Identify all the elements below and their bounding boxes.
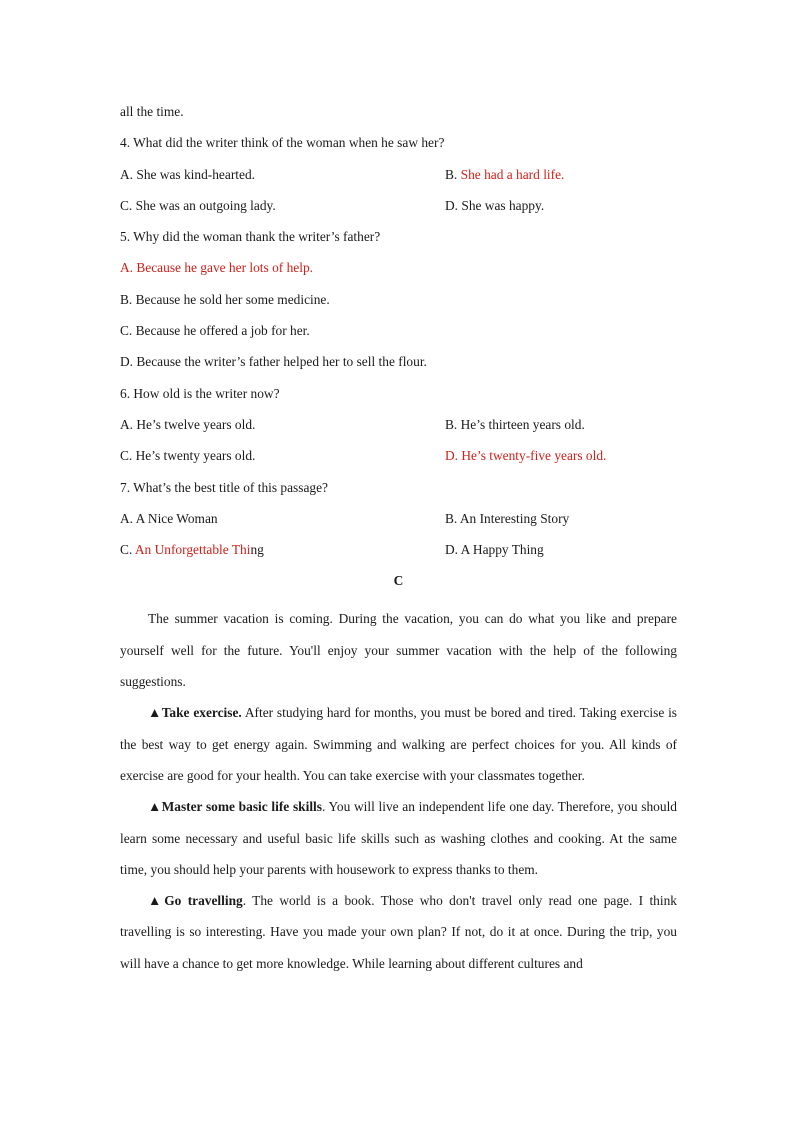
q4-option-b — [445, 164, 677, 195]
q4-option-c: C. She was an outgoing lady. — [120, 197, 276, 213]
q7-option-b: B. An Interesting Story — [445, 510, 570, 526]
q5-option-b: B. Because he sold her some medicine. — [120, 291, 330, 307]
passage-tail: all the time. — [120, 104, 184, 119]
q5-option-d: D. Because the writer’s father helped her to sell the flour. — [120, 354, 427, 370]
question-4-options-row-1 — [120, 164, 677, 195]
question-5: 5. Why did the woman thank the writer’s father? — [120, 229, 381, 245]
q7-option-c-answer: An Unforgettable Thi — [134, 542, 251, 558]
section-c-paragraph-1: The summer vacation is coming. During the vacation, you can do what you like and prepare yourself well for the future. You'll enjoy your summer vacation with the help of the following suggestions. — [120, 611, 677, 690]
q5-option-c: C. Because he offered a job for her. — [120, 323, 310, 339]
question-7-options-row-1 — [120, 508, 677, 539]
q6-option-a: A. He’s twelve years old. — [120, 416, 256, 432]
suggestion-text-travelling: . The world is a book. Those who don't travel only read one page. I think travelling is so interesting. Have you made your own plan? If not, do it at once. During the trip, you will have a chance to get more knowledge. While learning about different cultures and — [120, 893, 677, 971]
q6-option-c: C. He’s twenty years old. — [120, 448, 256, 464]
section-c-paragraph-3 — [120, 791, 677, 885]
question-7: 7. What’s the best title of this passage? — [120, 479, 329, 495]
page-content — [120, 101, 677, 979]
q7-option-c-letter: C. — [120, 542, 135, 558]
q4-option-b-letter: B. — [445, 166, 461, 182]
q4-option-b-answer: She had a hard life. — [460, 166, 565, 182]
section-heading: C — [393, 573, 404, 589]
q7-option-c-tail: ng — [250, 542, 264, 558]
question-6: 6. How old is the writer now? — [120, 385, 280, 401]
suggestion-title-life-skills: ▲Master some basic life skills — [148, 799, 322, 815]
question-7-options-row-2 — [120, 539, 677, 570]
question-4-options-row-2 — [120, 195, 677, 226]
section-c-paragraph-4 — [120, 885, 677, 979]
q7-option-c — [120, 539, 445, 570]
q6-option-d: D. He’s twenty-five years old. — [445, 448, 607, 464]
suggestion-title-exercise: ▲Take exercise. — [148, 705, 242, 721]
q4-option-d: D. She was happy. — [445, 197, 545, 213]
q4-option-a: A. She was kind-hearted. — [120, 166, 255, 182]
q5-option-a: A. Because he gave her lots of help. — [120, 260, 313, 276]
question-6-options-row-1 — [120, 414, 677, 445]
question-6-options-row-2 — [120, 445, 677, 476]
suggestion-text-life-skills: . You will live an independent life one day. Therefore, you should learn some necessary and useful basic life skills such as washing clothes and cooking. At the same time, you should help your parents with housework to express thanks to them. — [120, 799, 677, 877]
suggestion-title-travelling: ▲Go travelling — [148, 893, 243, 909]
suggestion-text-exercise: After studying hard for months, you must be bored and tired. Taking exercise is the best way to get energy again. Swimming and walking are perfect choices for you. All kinds of exercise are good for your health. You can take exercise with your classmates together. — [120, 705, 678, 783]
q6-option-b: B. He’s thirteen years old. — [445, 416, 585, 432]
section-c-paragraph-2 — [120, 697, 677, 791]
question-4: 4. What did the writer think of the woman when he saw her? — [120, 135, 445, 151]
q7-option-a: A. A Nice Woman — [120, 510, 218, 526]
q7-option-d: D. A Happy Thing — [445, 542, 544, 558]
